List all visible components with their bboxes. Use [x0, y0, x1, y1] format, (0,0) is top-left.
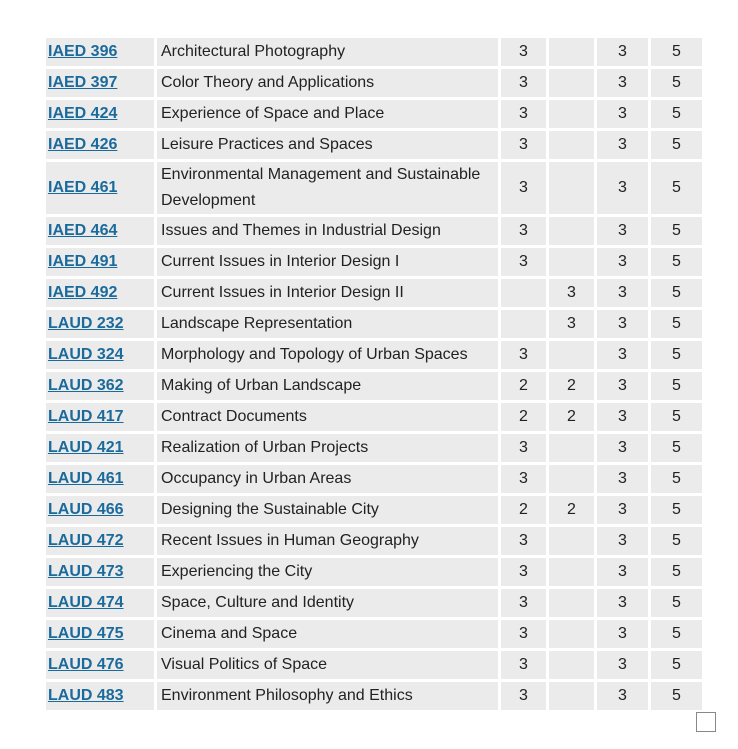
course-code-cell	[46, 465, 154, 493]
course-code-cell	[46, 527, 154, 555]
course-code-link[interactable]: LAUD 417	[48, 408, 124, 425]
course-name-cell: Making of Urban Landscape	[157, 372, 498, 400]
credit-cell-4: 5	[651, 434, 702, 462]
credit-cell-2	[549, 131, 594, 159]
course-name-cell: Architectural Photography	[157, 38, 498, 66]
course-code-cell	[46, 496, 154, 524]
course-code-cell	[46, 217, 154, 245]
table-row	[46, 620, 702, 648]
credit-cell-1	[501, 279, 546, 307]
credit-cell-1: 3	[501, 162, 546, 214]
course-code-cell	[46, 100, 154, 128]
credit-cell-4: 5	[651, 69, 702, 97]
course-name-cell: Recent Issues in Human Geography	[157, 527, 498, 555]
course-code-link[interactable]: LAUD 362	[48, 377, 124, 394]
credit-cell-2	[549, 465, 594, 493]
course-code-link[interactable]: LAUD 472	[48, 532, 124, 549]
course-name-cell: Visual Politics of Space	[157, 651, 498, 679]
credit-cell-3: 3	[597, 131, 648, 159]
table-row	[46, 162, 702, 214]
course-name-cell: Current Issues in Interior Design I	[157, 248, 498, 276]
credit-cell-4: 5	[651, 682, 702, 710]
credit-cell-4: 5	[651, 558, 702, 586]
credit-cell-1: 3	[501, 38, 546, 66]
course-code-cell	[46, 162, 154, 214]
table-row	[46, 496, 702, 524]
course-code-link[interactable]: IAED 397	[48, 74, 118, 91]
table-row	[46, 100, 702, 128]
credit-cell-2	[549, 558, 594, 586]
course-code-link[interactable]: IAED 491	[48, 253, 118, 270]
credit-cell-2	[549, 100, 594, 128]
credit-cell-4: 5	[651, 589, 702, 617]
credit-cell-4: 5	[651, 162, 702, 214]
course-code-link[interactable]: LAUD 483	[48, 687, 124, 704]
course-code-cell	[46, 341, 154, 369]
course-code-link[interactable]: LAUD 475	[48, 625, 124, 642]
credit-cell-4: 5	[651, 100, 702, 128]
credit-cell-2	[549, 620, 594, 648]
credit-cell-1: 2	[501, 496, 546, 524]
credit-cell-2	[549, 682, 594, 710]
table-row	[46, 131, 702, 159]
course-name-cell: Color Theory and Applications	[157, 69, 498, 97]
course-name-cell: Occupancy in Urban Areas	[157, 465, 498, 493]
scroll-to-top-button[interactable]	[696, 712, 716, 732]
course-code-cell	[46, 682, 154, 710]
credit-cell-2	[549, 69, 594, 97]
course-code-link[interactable]: LAUD 466	[48, 501, 124, 518]
course-name-cell: Experience of Space and Place	[157, 100, 498, 128]
credit-cell-2	[549, 162, 594, 214]
credit-cell-1: 2	[501, 403, 546, 431]
table-row	[46, 310, 702, 338]
course-code-cell	[46, 372, 154, 400]
credit-cell-1: 3	[501, 100, 546, 128]
table-row	[46, 434, 702, 462]
table-row	[46, 279, 702, 307]
course-code-link[interactable]: LAUD 232	[48, 315, 124, 332]
credit-cell-2	[549, 651, 594, 679]
course-code-cell	[46, 434, 154, 462]
course-code-cell	[46, 279, 154, 307]
course-code-cell	[46, 69, 154, 97]
credit-cell-1: 3	[501, 69, 546, 97]
credit-cell-3: 3	[597, 589, 648, 617]
credit-cell-3: 3	[597, 100, 648, 128]
course-code-cell	[46, 248, 154, 276]
credit-cell-3: 3	[597, 620, 648, 648]
credit-cell-4: 5	[651, 248, 702, 276]
credit-cell-4: 5	[651, 131, 702, 159]
credit-cell-1: 3	[501, 651, 546, 679]
course-code-link[interactable]: LAUD 474	[48, 594, 124, 611]
course-code-cell	[46, 131, 154, 159]
course-code-link[interactable]: IAED 464	[48, 222, 118, 239]
credit-cell-4: 5	[651, 341, 702, 369]
table-row	[46, 217, 702, 245]
credit-cell-4: 5	[651, 651, 702, 679]
credit-cell-4: 5	[651, 310, 702, 338]
credit-cell-4: 5	[651, 620, 702, 648]
credit-cell-1: 3	[501, 465, 546, 493]
credit-cell-4: 5	[651, 496, 702, 524]
credit-cell-1: 3	[501, 682, 546, 710]
course-code-link[interactable]: LAUD 473	[48, 563, 124, 580]
course-code-cell	[46, 620, 154, 648]
credit-cell-1	[501, 310, 546, 338]
credit-cell-3: 3	[597, 496, 648, 524]
course-name-cell: Space, Culture and Identity	[157, 589, 498, 617]
credit-cell-4: 5	[651, 403, 702, 431]
course-name-cell: Issues and Themes in Industrial Design	[157, 217, 498, 245]
credit-cell-2	[549, 248, 594, 276]
credit-cell-3: 3	[597, 558, 648, 586]
credit-cell-2	[549, 38, 594, 66]
course-code-link[interactable]: IAED 426	[48, 136, 118, 153]
course-table-body	[46, 38, 702, 710]
credit-cell-2: 2	[549, 372, 594, 400]
course-name-cell: Leisure Practices and Spaces	[157, 131, 498, 159]
credit-cell-2	[549, 527, 594, 555]
course-code-link[interactable]: IAED 492	[48, 284, 118, 301]
course-table	[43, 35, 705, 713]
table-row	[46, 69, 702, 97]
credit-cell-2	[549, 434, 594, 462]
credit-cell-3: 3	[597, 682, 648, 710]
credit-cell-3: 3	[597, 279, 648, 307]
course-code-link[interactable]: LAUD 324	[48, 346, 124, 363]
course-code-cell	[46, 38, 154, 66]
course-code-cell	[46, 589, 154, 617]
course-name-cell: Experiencing the City	[157, 558, 498, 586]
credit-cell-2: 2	[549, 496, 594, 524]
course-name-cell: Current Issues in Interior Design II	[157, 279, 498, 307]
course-name-cell: Morphology and Topology of Urban Spaces	[157, 341, 498, 369]
course-code-cell	[46, 651, 154, 679]
credit-cell-3: 3	[597, 372, 648, 400]
course-code-cell	[46, 403, 154, 431]
credit-cell-3: 3	[597, 217, 648, 245]
table-row	[46, 341, 702, 369]
credit-cell-4: 5	[651, 217, 702, 245]
table-row	[46, 589, 702, 617]
credit-cell-1: 3	[501, 248, 546, 276]
credit-cell-2: 3	[549, 279, 594, 307]
credit-cell-3: 3	[597, 651, 648, 679]
course-code-link[interactable]: LAUD 461	[48, 470, 124, 487]
credit-cell-3: 3	[597, 162, 648, 214]
table-row	[46, 651, 702, 679]
credit-cell-1: 3	[501, 527, 546, 555]
credit-cell-2	[549, 217, 594, 245]
credit-cell-2	[549, 589, 594, 617]
credit-cell-3: 3	[597, 38, 648, 66]
course-code-link[interactable]: LAUD 476	[48, 656, 124, 673]
credit-cell-1: 3	[501, 131, 546, 159]
course-name-cell: Contract Documents	[157, 403, 498, 431]
credit-cell-3: 3	[597, 434, 648, 462]
credit-cell-3: 3	[597, 527, 648, 555]
credit-cell-3: 3	[597, 465, 648, 493]
credit-cell-3: 3	[597, 341, 648, 369]
credit-cell-3: 3	[597, 310, 648, 338]
credit-cell-1: 3	[501, 341, 546, 369]
table-row	[46, 403, 702, 431]
credit-cell-4: 5	[651, 372, 702, 400]
course-code-link[interactable]: IAED 424	[48, 105, 118, 122]
course-code-link[interactable]: IAED 396	[48, 43, 118, 60]
course-name-cell: Realization of Urban Projects	[157, 434, 498, 462]
credit-cell-4: 5	[651, 527, 702, 555]
course-name-cell: Cinema and Space	[157, 620, 498, 648]
course-name-cell: Environment Philosophy and Ethics	[157, 682, 498, 710]
table-row	[46, 558, 702, 586]
credit-cell-1: 2	[501, 372, 546, 400]
credit-cell-1: 3	[501, 589, 546, 617]
course-name-cell: Landscape Representation	[157, 310, 498, 338]
credit-cell-3: 3	[597, 403, 648, 431]
course-name-cell: Environmental Management and Sustainable Development	[157, 162, 498, 214]
credit-cell-1: 3	[501, 620, 546, 648]
credit-cell-4: 5	[651, 279, 702, 307]
credit-cell-1: 3	[501, 558, 546, 586]
table-row	[46, 527, 702, 555]
table-row	[46, 465, 702, 493]
credit-cell-2: 2	[549, 403, 594, 431]
table-row	[46, 248, 702, 276]
credit-cell-2	[549, 341, 594, 369]
course-code-cell	[46, 310, 154, 338]
credit-cell-4: 5	[651, 38, 702, 66]
credit-cell-3: 3	[597, 69, 648, 97]
credit-cell-3: 3	[597, 248, 648, 276]
table-row	[46, 682, 702, 710]
course-code-link[interactable]: IAED 461	[48, 179, 118, 196]
credit-cell-1: 3	[501, 434, 546, 462]
course-name-cell: Designing the Sustainable City	[157, 496, 498, 524]
credit-cell-4: 5	[651, 465, 702, 493]
table-row	[46, 38, 702, 66]
course-code-link[interactable]: LAUD 421	[48, 439, 124, 456]
credit-cell-2: 3	[549, 310, 594, 338]
credit-cell-1: 3	[501, 217, 546, 245]
table-row	[46, 372, 702, 400]
course-code-cell	[46, 558, 154, 586]
